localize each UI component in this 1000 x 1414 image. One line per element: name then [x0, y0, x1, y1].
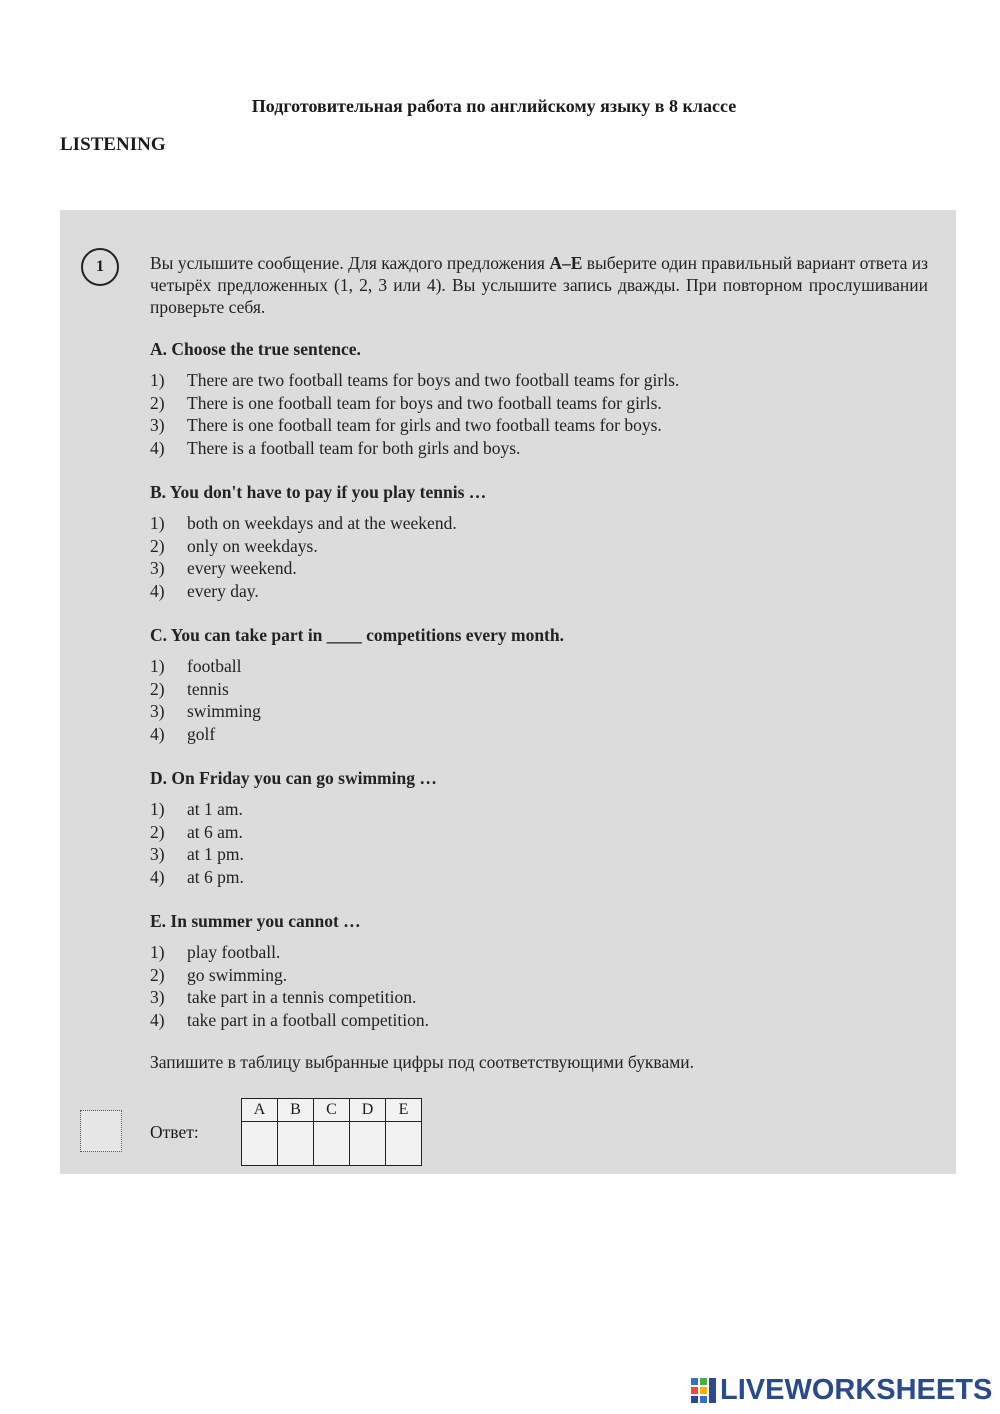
- option-item[interactable]: [150, 964, 928, 987]
- option-text: at 1 pm.: [187, 844, 244, 864]
- page-title: Подготовительная работа по английскому языку в 8 классе: [251, 96, 737, 116]
- option-number: 1): [150, 942, 165, 962]
- section-title: LISTENING: [60, 134, 166, 155]
- answer-cell-c[interactable]: [314, 1122, 350, 1166]
- option-number: 2): [150, 821, 165, 842]
- option-item[interactable]: [150, 986, 928, 1009]
- option-item[interactable]: [150, 866, 928, 889]
- answer-note: Запишите в таблицу выбранные цифры под соответствующими буквами.: [150, 1052, 695, 1072]
- option-number: 2): [150, 964, 165, 985]
- instruction-part-2: выберите один правильный вариант ответа из четырёх предложенных (1, 2, 3 или 4). Вы услышите запись дважды. При повторном прослушивании проверьте себя.: [150, 253, 929, 317]
- option-item[interactable]: [150, 392, 928, 415]
- question-b: [150, 482, 928, 602]
- option-text: every day.: [187, 580, 259, 601]
- option-number: 2): [150, 535, 165, 556]
- answer-column-d: D: [350, 1099, 386, 1122]
- task-number: 1: [96, 258, 104, 275]
- option-text: There is one football team for girls and two football teams for boys.: [187, 415, 662, 435]
- option-list: [150, 369, 928, 459]
- option-text: play football.: [187, 942, 281, 962]
- answer-label: Ответ:: [150, 1122, 199, 1142]
- answer-header-row: [242, 1099, 422, 1122]
- option-item[interactable]: [150, 723, 928, 746]
- option-number: 4): [150, 723, 165, 744]
- answer-column-c: C: [314, 1099, 350, 1122]
- option-item[interactable]: [150, 580, 928, 603]
- answer-cell-a[interactable]: [242, 1122, 278, 1166]
- question-heading: D. On Friday you can go swimming …: [150, 768, 437, 788]
- option-text: at 6 pm.: [187, 866, 244, 887]
- answer-input-row: [242, 1122, 422, 1166]
- option-text: There are two football teams for boys and two football teams for girls.: [187, 370, 680, 390]
- option-text: tennis: [187, 678, 229, 699]
- liveworksheets-wordmark: LIVEWORKSHEETS: [720, 1373, 993, 1406]
- option-item[interactable]: [150, 437, 928, 460]
- option-number: 4): [150, 1009, 165, 1030]
- option-list: [150, 798, 928, 888]
- task-box: [60, 210, 956, 1174]
- question-c: [150, 625, 928, 745]
- option-text: take part in a football competition.: [187, 1009, 430, 1030]
- option-number: 3): [150, 844, 165, 864]
- option-item[interactable]: [150, 655, 928, 678]
- option-text: take part in a tennis competition.: [187, 987, 417, 1007]
- answer-column-a: A: [242, 1099, 278, 1122]
- option-number: 3): [150, 415, 165, 435]
- option-text: every weekend.: [187, 558, 297, 578]
- option-item[interactable]: [150, 798, 928, 821]
- option-number: 1): [150, 513, 165, 533]
- option-text: at 1 am.: [187, 799, 243, 819]
- option-item[interactable]: [150, 843, 928, 866]
- option-item[interactable]: [150, 700, 928, 723]
- answer-score-box[interactable]: [80, 1110, 122, 1152]
- option-text: swimming: [187, 701, 261, 721]
- answer-cell-e[interactable]: [386, 1122, 422, 1166]
- option-text: There is a football team for both girls and boys.: [187, 437, 521, 458]
- option-list: [150, 655, 928, 745]
- option-number: 3): [150, 987, 165, 1007]
- option-number: 1): [150, 370, 165, 390]
- option-item[interactable]: [150, 1009, 928, 1032]
- question-heading: C. You can take part in ____ competitions every month.: [150, 625, 564, 645]
- option-number: 2): [150, 392, 165, 413]
- option-text: only on weekdays.: [187, 535, 318, 556]
- option-text: both on weekdays and at the weekend.: [187, 513, 457, 533]
- option-number: 3): [150, 701, 165, 721]
- question-d: [150, 768, 928, 888]
- answer-cell-d[interactable]: [350, 1122, 386, 1166]
- question-heading: B. You don't have to pay if you play tennis …: [150, 482, 487, 502]
- option-item[interactable]: [150, 678, 928, 701]
- option-number: 1): [150, 799, 165, 819]
- option-item[interactable]: [150, 512, 928, 535]
- liveworksheets-logo-icon: [690, 1376, 718, 1404]
- option-number: 2): [150, 678, 165, 699]
- instruction-range: A–E: [549, 253, 583, 273]
- liveworksheets-brand[interactable]: [690, 1374, 992, 1406]
- task-number-badge: [81, 248, 119, 286]
- option-number: 3): [150, 558, 165, 578]
- option-list: [150, 512, 928, 602]
- option-item[interactable]: [150, 557, 928, 580]
- question-e: [150, 911, 928, 1031]
- option-number: 1): [150, 656, 165, 676]
- task-content: [150, 252, 928, 1091]
- option-number: 4): [150, 866, 165, 887]
- task-instruction: [150, 252, 928, 318]
- question-heading: A. Choose the true sentence.: [150, 339, 361, 359]
- option-item[interactable]: [150, 941, 928, 964]
- answer-column-e: E: [386, 1099, 422, 1122]
- option-text: golf: [187, 723, 216, 744]
- option-item[interactable]: [150, 821, 928, 844]
- option-item[interactable]: [150, 535, 928, 558]
- option-text: football: [187, 656, 242, 676]
- question-heading: E. In summer you cannot …: [150, 911, 361, 931]
- option-item[interactable]: [150, 369, 928, 392]
- option-text: at 6 am.: [187, 821, 243, 842]
- option-list: [150, 941, 928, 1031]
- question-a: [150, 339, 928, 459]
- option-number: 4): [150, 437, 165, 458]
- answer-table: [241, 1098, 422, 1166]
- answer-cell-b[interactable]: [278, 1122, 314, 1166]
- option-text: go swimming.: [187, 964, 288, 985]
- option-text: There is one football team for boys and two football teams for girls.: [187, 392, 662, 413]
- answer-column-b: B: [278, 1099, 314, 1122]
- option-item[interactable]: [150, 414, 928, 437]
- option-number: 4): [150, 580, 165, 601]
- instruction-part-1: Вы услышите сообщение. Для каждого предложения: [150, 253, 550, 273]
